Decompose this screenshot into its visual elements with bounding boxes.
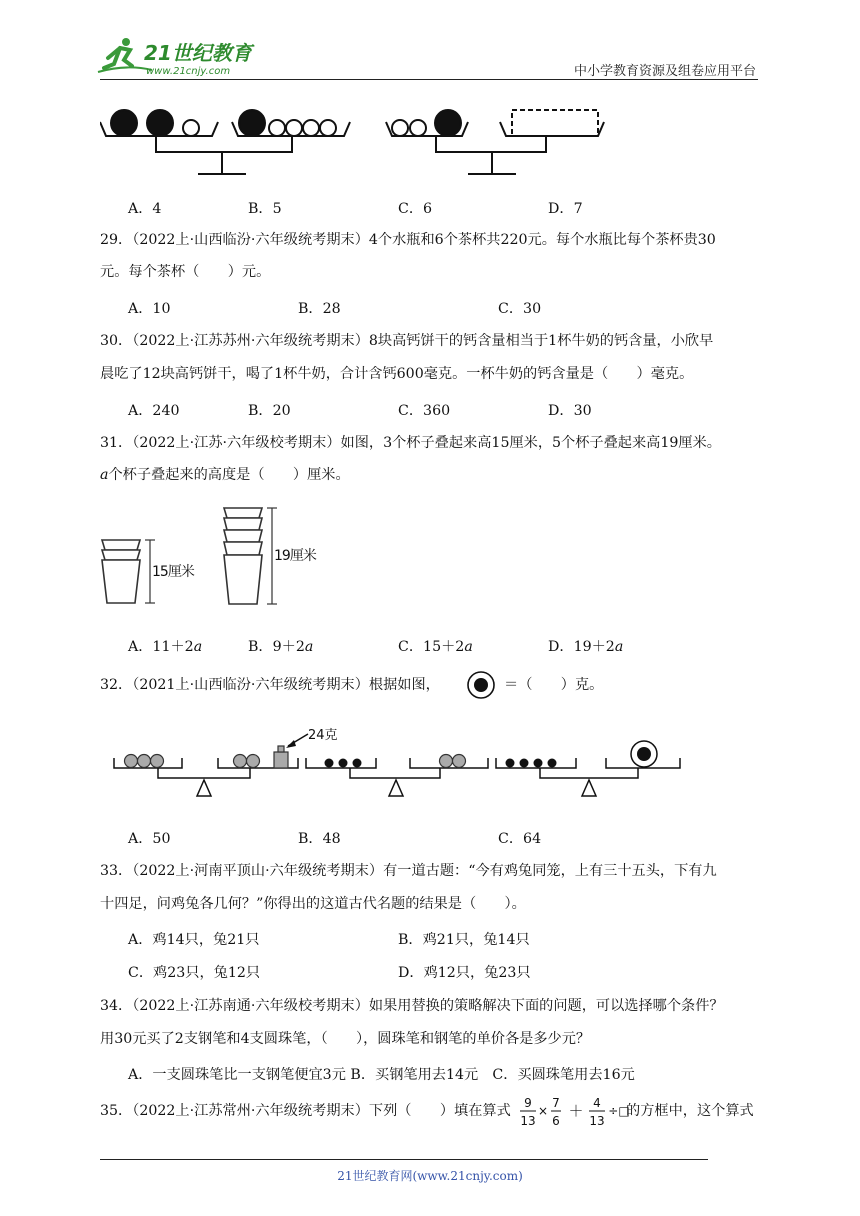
logo-url: www.21cnjy.com — [146, 66, 231, 77]
q31-option-a[interactable] — [128, 636, 202, 656]
q31-line-2-text: 个杯子叠起来的高度是（ ）厘米。 — [108, 467, 350, 483]
q31-option-b[interactable] — [248, 636, 313, 656]
q28-option-b[interactable]: B．5 — [248, 201, 282, 217]
q31-option-d-text: D．19＋2 — [548, 639, 615, 655]
q31-option-a-text: A．11＋2 — [128, 639, 194, 655]
plus-sign: ＋ — [568, 1102, 584, 1120]
q33-line-1: 33．（2022上·河南平顶山·六年级统考期末）有一道古题：“今有鸡兔同笼，上有三十五头，下有九 — [100, 863, 717, 879]
q31-line-2 — [100, 465, 350, 485]
grey-balls — [125, 755, 466, 768]
q33-option-a[interactable]: A．鸡14只，兔21只 — [128, 932, 260, 948]
q32-option-b[interactable]: B．48 — [298, 831, 341, 847]
white-ball — [269, 120, 285, 136]
frac1-den: 13 — [520, 1114, 536, 1128]
q31-option-c-text: C．15＋2 — [398, 639, 465, 655]
variable-a: a — [464, 639, 473, 655]
black-ball — [111, 110, 137, 136]
label-15cm: 15厘米 — [152, 564, 194, 580]
three-cups-stack — [102, 540, 140, 603]
frac2-num: 7 — [552, 1096, 560, 1110]
target-ball-icon — [466, 670, 496, 700]
q29-option-c[interactable]: C．30 — [498, 301, 542, 317]
frac1-num: 9 — [524, 1096, 532, 1110]
q33-option-c[interactable]: C．鸡23只，兔12只 — [128, 965, 261, 981]
balance-left — [100, 110, 350, 174]
white-ball — [183, 120, 199, 136]
black-ball — [435, 110, 461, 136]
q30-line-2: 晨吃了12块高钙饼干，喝了1杯牛奶，合计含钙600毫克。一杯牛奶的钙含量是（ ）毫克。 — [100, 366, 694, 382]
frac2-den: 6 — [552, 1114, 560, 1128]
q30-option-c[interactable]: C．360 — [398, 403, 451, 419]
q34-line-1: 34．（2022上·江苏南通·六年级校考期末）如果用替换的策略解决下面的问题，可以选择哪个条件？ — [100, 998, 724, 1014]
q32-text-after: ＝（ ）克。 — [504, 677, 604, 693]
logo-text: 21世纪教育 — [144, 41, 252, 65]
q31-option-b-text: B．9＋2 — [248, 639, 305, 655]
variable-a: a — [614, 639, 624, 655]
white-ball — [286, 120, 302, 136]
q30-line-1: 30．（2022上·江苏苏州·六年级统考期末）8块高钙饼干的钙含量相当于1杯牛奶的钙含量，小欣早 — [100, 333, 714, 349]
target-ball — [631, 741, 657, 767]
balance-figure-q28 — [100, 104, 620, 184]
q33-option-d[interactable]: D．鸡12只，兔23只 — [398, 965, 531, 981]
q30-option-b[interactable]: B．20 — [248, 403, 291, 419]
times-sign: × — [537, 1104, 549, 1118]
q28-option-a[interactable]: A．4 — [128, 201, 162, 217]
q35-text-after: 的方框中，这个算式 — [626, 1103, 754, 1119]
q29-option-a[interactable]: A．10 — [128, 301, 171, 317]
q29-line-1: 29．（2022上·山西临汾·六年级统考期末）4个水瓶和6个茶杯共220元。每个水瓶比每个茶杯贵30 — [100, 232, 716, 248]
weight-24g — [274, 746, 288, 768]
q30-option-a[interactable]: A．240 — [128, 403, 180, 419]
frac3-den: 13 — [589, 1114, 605, 1128]
cups-figure-q31 — [100, 500, 340, 612]
q32-option-a[interactable]: A．50 — [128, 831, 171, 847]
five-cups-stack — [224, 508, 262, 604]
q31-line-1: 31．（2022上·江苏·六年级校考期末）如图，3个杯子叠起来高15厘米，5个杯子叠起来高19厘米。 — [100, 435, 721, 451]
q29-option-b[interactable]: B．28 — [298, 301, 341, 317]
weight-label: 24克 — [308, 728, 338, 743]
q34-options[interactable]: A．一支圆珠笔比一支钢笔便宜3元 B．买钢笔用去14元 C．买圆珠笔用去16元 — [128, 1067, 635, 1083]
q28-option-c[interactable]: C．6 — [398, 201, 433, 217]
white-ball — [392, 120, 408, 136]
q34-line-2: 用30元买了2支钢笔和4支圆珠笔，（ ），圆珠笔和钢笔的单价各是多少元？ — [100, 1031, 591, 1047]
header-divider — [100, 79, 758, 80]
q32-text-before: 32．（2021上·山西临汾·六年级统考期末）根据如图， — [100, 677, 440, 693]
black-ball — [147, 110, 173, 136]
balance-figure-q32 — [110, 722, 690, 802]
platform-name: 中小学教育资源及组卷应用平台 — [573, 64, 756, 79]
q31-option-c[interactable] — [398, 636, 473, 656]
q29-line-2: 元。每个茶杯（ ）元。 — [100, 264, 271, 280]
unknown-box — [512, 110, 598, 136]
variable-a: a — [100, 467, 109, 483]
site-logo — [96, 34, 266, 78]
footer-divider — [100, 1159, 708, 1160]
q31-option-d[interactable] — [548, 636, 623, 656]
frac3-num: 4 — [593, 1096, 601, 1110]
q30-option-d[interactable]: D．30 — [548, 403, 592, 419]
white-ball — [410, 120, 426, 136]
footer-link[interactable]: 21世纪教育网(www.21cnjy.com) — [337, 1169, 523, 1183]
white-ball — [303, 120, 319, 136]
q32-option-c[interactable]: C．64 — [498, 831, 542, 847]
divide-box: ÷□ — [608, 1104, 630, 1118]
q33-option-b[interactable]: B．鸡21只，兔14只 — [398, 932, 530, 948]
q33-line-2: 十四足，问鸡兔各几何？”你得出的这道古代名题的结果是（ ）。 — [100, 896, 526, 912]
label-19cm: 19厘米 — [274, 548, 316, 564]
variable-a: a — [193, 639, 203, 655]
white-ball — [320, 120, 336, 136]
black-ball — [239, 110, 265, 136]
variable-a: a — [304, 639, 314, 655]
q28-option-d[interactable]: D．7 — [548, 201, 583, 217]
balance-right — [386, 110, 604, 174]
q35-text-before: 35．（2022上·江苏常州·六年级统考期末）下列（ ）填在算式 — [100, 1103, 511, 1119]
